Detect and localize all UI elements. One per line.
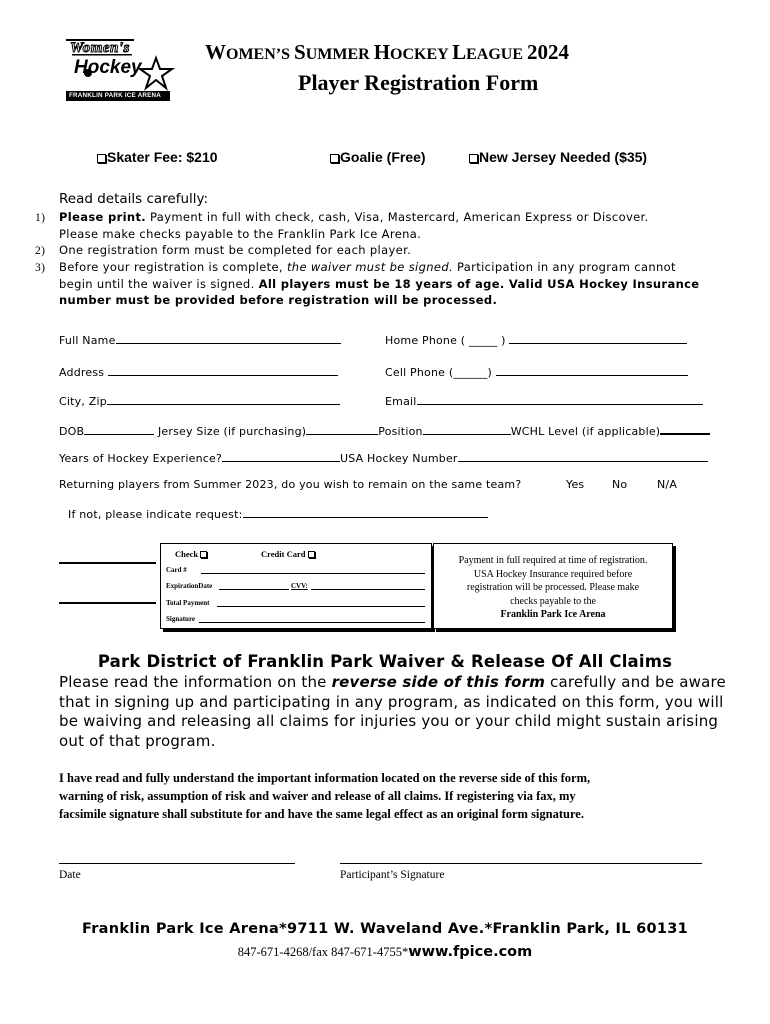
waiver-paragraph: Please read the information on the reverse side of this form carefully and be aware that in signing up and participating in any program, as indicated on this form, you will be waiving and releasing all claims for injuries you or your child might sustain arising out of that program. xyxy=(59,673,726,750)
returning-question: Returning players from Summer 2023, do you wish to remain on the same team? xyxy=(59,478,522,491)
experience-input[interactable] xyxy=(222,450,340,462)
logo xyxy=(64,38,182,102)
goalie-checkbox[interactable] xyxy=(330,154,339,163)
logo-line2: Hockey xyxy=(74,57,142,78)
footer-contact xyxy=(0,941,770,960)
email-field[interactable]: Email xyxy=(385,393,703,408)
full-name-field[interactable]: Full Name xyxy=(59,332,341,347)
check-checkbox[interactable] xyxy=(200,551,207,558)
goalie-label: Goalie (Free) xyxy=(340,149,426,165)
page-subtitle: Player Registration Form xyxy=(298,70,539,95)
request-input[interactable] xyxy=(243,506,488,518)
email-input[interactable] xyxy=(417,393,703,405)
skater-fee-label: Skater Fee: $210 xyxy=(107,149,218,165)
jersey-option[interactable] xyxy=(469,149,647,165)
card-number-line[interactable] xyxy=(201,573,425,574)
total-payment-field[interactable]: Total Payment xyxy=(166,599,210,607)
instructions-list: 1) Please print. Payment in full with check, cash, Visa, Mastercard, American Express or Discover. Please make checks payable to the Franklin Park Ice Arena. 2) One registration form must be completed for each player. 3) Before your registration is complete, the waiver must be signed. Participation in any program cannot begin until the waiver is signed. All players must be 18 years of age. Valid USA Hockey Insurance number must be provided before registration will be processed. xyxy=(35,209,735,308)
expiration-field[interactable]: ExpirationDate xyxy=(166,582,213,590)
payment-note-box: Payment in full required at time of registration. USA Hockey Insurance required before registration will be processed. Please make checks payable to the Franklin Park Ice Arena xyxy=(433,543,673,629)
instruction-2: 2) One registration form must be completed for each player. xyxy=(35,243,412,257)
expiration-line[interactable] xyxy=(219,589,289,590)
dob-field[interactable]: DOB Jersey Size (if purchasing) Position WCHL Level (if applicable) xyxy=(59,422,710,438)
date-label: Date xyxy=(59,869,81,881)
experience-field[interactable]: Years of Hockey Experience? USA Hockey Number xyxy=(59,450,708,465)
check-option[interactable]: Check xyxy=(175,549,208,559)
payment-signature-line[interactable] xyxy=(199,622,425,623)
jersey-size-input[interactable] xyxy=(306,423,378,435)
home-phone-field[interactable]: Home Phone ( _____ ) xyxy=(385,332,687,347)
goalie-option[interactable] xyxy=(330,149,426,165)
footer-website[interactable]: www.fpice.com xyxy=(408,944,533,960)
left-rule-bottom xyxy=(59,602,156,604)
home-phone-input[interactable] xyxy=(509,332,687,344)
city-zip-field[interactable]: City, Zip xyxy=(59,393,340,408)
wchl-level-input[interactable] xyxy=(660,422,710,435)
credit-card-checkbox[interactable] xyxy=(308,551,315,558)
request-field[interactable]: If not, please indicate request: xyxy=(68,506,488,521)
returning-yes[interactable]: Yes xyxy=(566,478,585,491)
total-payment-line[interactable] xyxy=(217,606,425,607)
acknowledgement-paragraph: I have read and fully understand the important information located on the reverse side of this form, warning of risk, assumption of risk and waiver and release of all claims. If registering via fax, my facsimile signature shall substitute for and have the same legal effect as an original form signature. xyxy=(59,771,591,821)
participant-signature-line[interactable] xyxy=(340,863,702,864)
skater-fee-option[interactable] xyxy=(97,149,218,165)
position-input[interactable] xyxy=(423,423,511,435)
payment-box xyxy=(160,543,432,629)
left-rule-top xyxy=(59,562,156,564)
address-input[interactable] xyxy=(108,364,338,376)
address-field[interactable]: Address xyxy=(59,364,338,379)
signature-field[interactable]: Signature xyxy=(166,615,196,623)
instruction-1: 1) Please print. Payment in full with check, cash, Visa, Mastercard, American Express or Discover. xyxy=(35,210,649,224)
page-title: WOMEN’S SUMMER HOCKEY LEAGUE 2024 xyxy=(205,40,570,64)
cell-phone-input[interactable] xyxy=(496,364,688,376)
waiver-title: Park District of Franklin Park Waiver & Release Of All Claims xyxy=(97,652,673,671)
city-zip-input[interactable] xyxy=(107,393,340,405)
participant-signature-label: Participant’s Signature xyxy=(340,869,445,881)
returning-na[interactable]: N/A xyxy=(657,478,678,491)
instruction-3: 3) Before your registration is complete, the waiver must be signed. Participation in any program cannot xyxy=(35,260,676,274)
skater-fee-checkbox[interactable] xyxy=(97,154,106,163)
logo-line3: FRANKLIN PARK ICE ARENA xyxy=(69,92,162,99)
jersey-checkbox[interactable] xyxy=(469,154,478,163)
instructions-heading: Read details carefully: xyxy=(59,191,209,207)
cell-phone-field[interactable]: Cell Phone (______) xyxy=(385,364,688,379)
footer-address: Franklin Park Ice Arena*9711 W. Waveland Ave.*Franklin Park, IL 60131 xyxy=(81,921,689,937)
jersey-label: New Jersey Needed ($35) xyxy=(479,149,648,165)
dob-input[interactable] xyxy=(84,423,154,435)
footer-phones: 847-671-4268/fax 847-671-4755* xyxy=(237,945,409,959)
card-number-field[interactable]: Card # xyxy=(166,566,187,574)
cvv-label: CVV: xyxy=(291,582,308,590)
date-line[interactable] xyxy=(59,863,295,864)
full-name-input[interactable] xyxy=(116,332,341,344)
logo-line1: Women's xyxy=(70,40,130,56)
credit-card-option[interactable]: Credit Card xyxy=(261,549,316,559)
returning-no[interactable]: No xyxy=(612,478,628,491)
usa-number-input[interactable] xyxy=(458,450,708,462)
cvv-line[interactable] xyxy=(311,589,425,590)
